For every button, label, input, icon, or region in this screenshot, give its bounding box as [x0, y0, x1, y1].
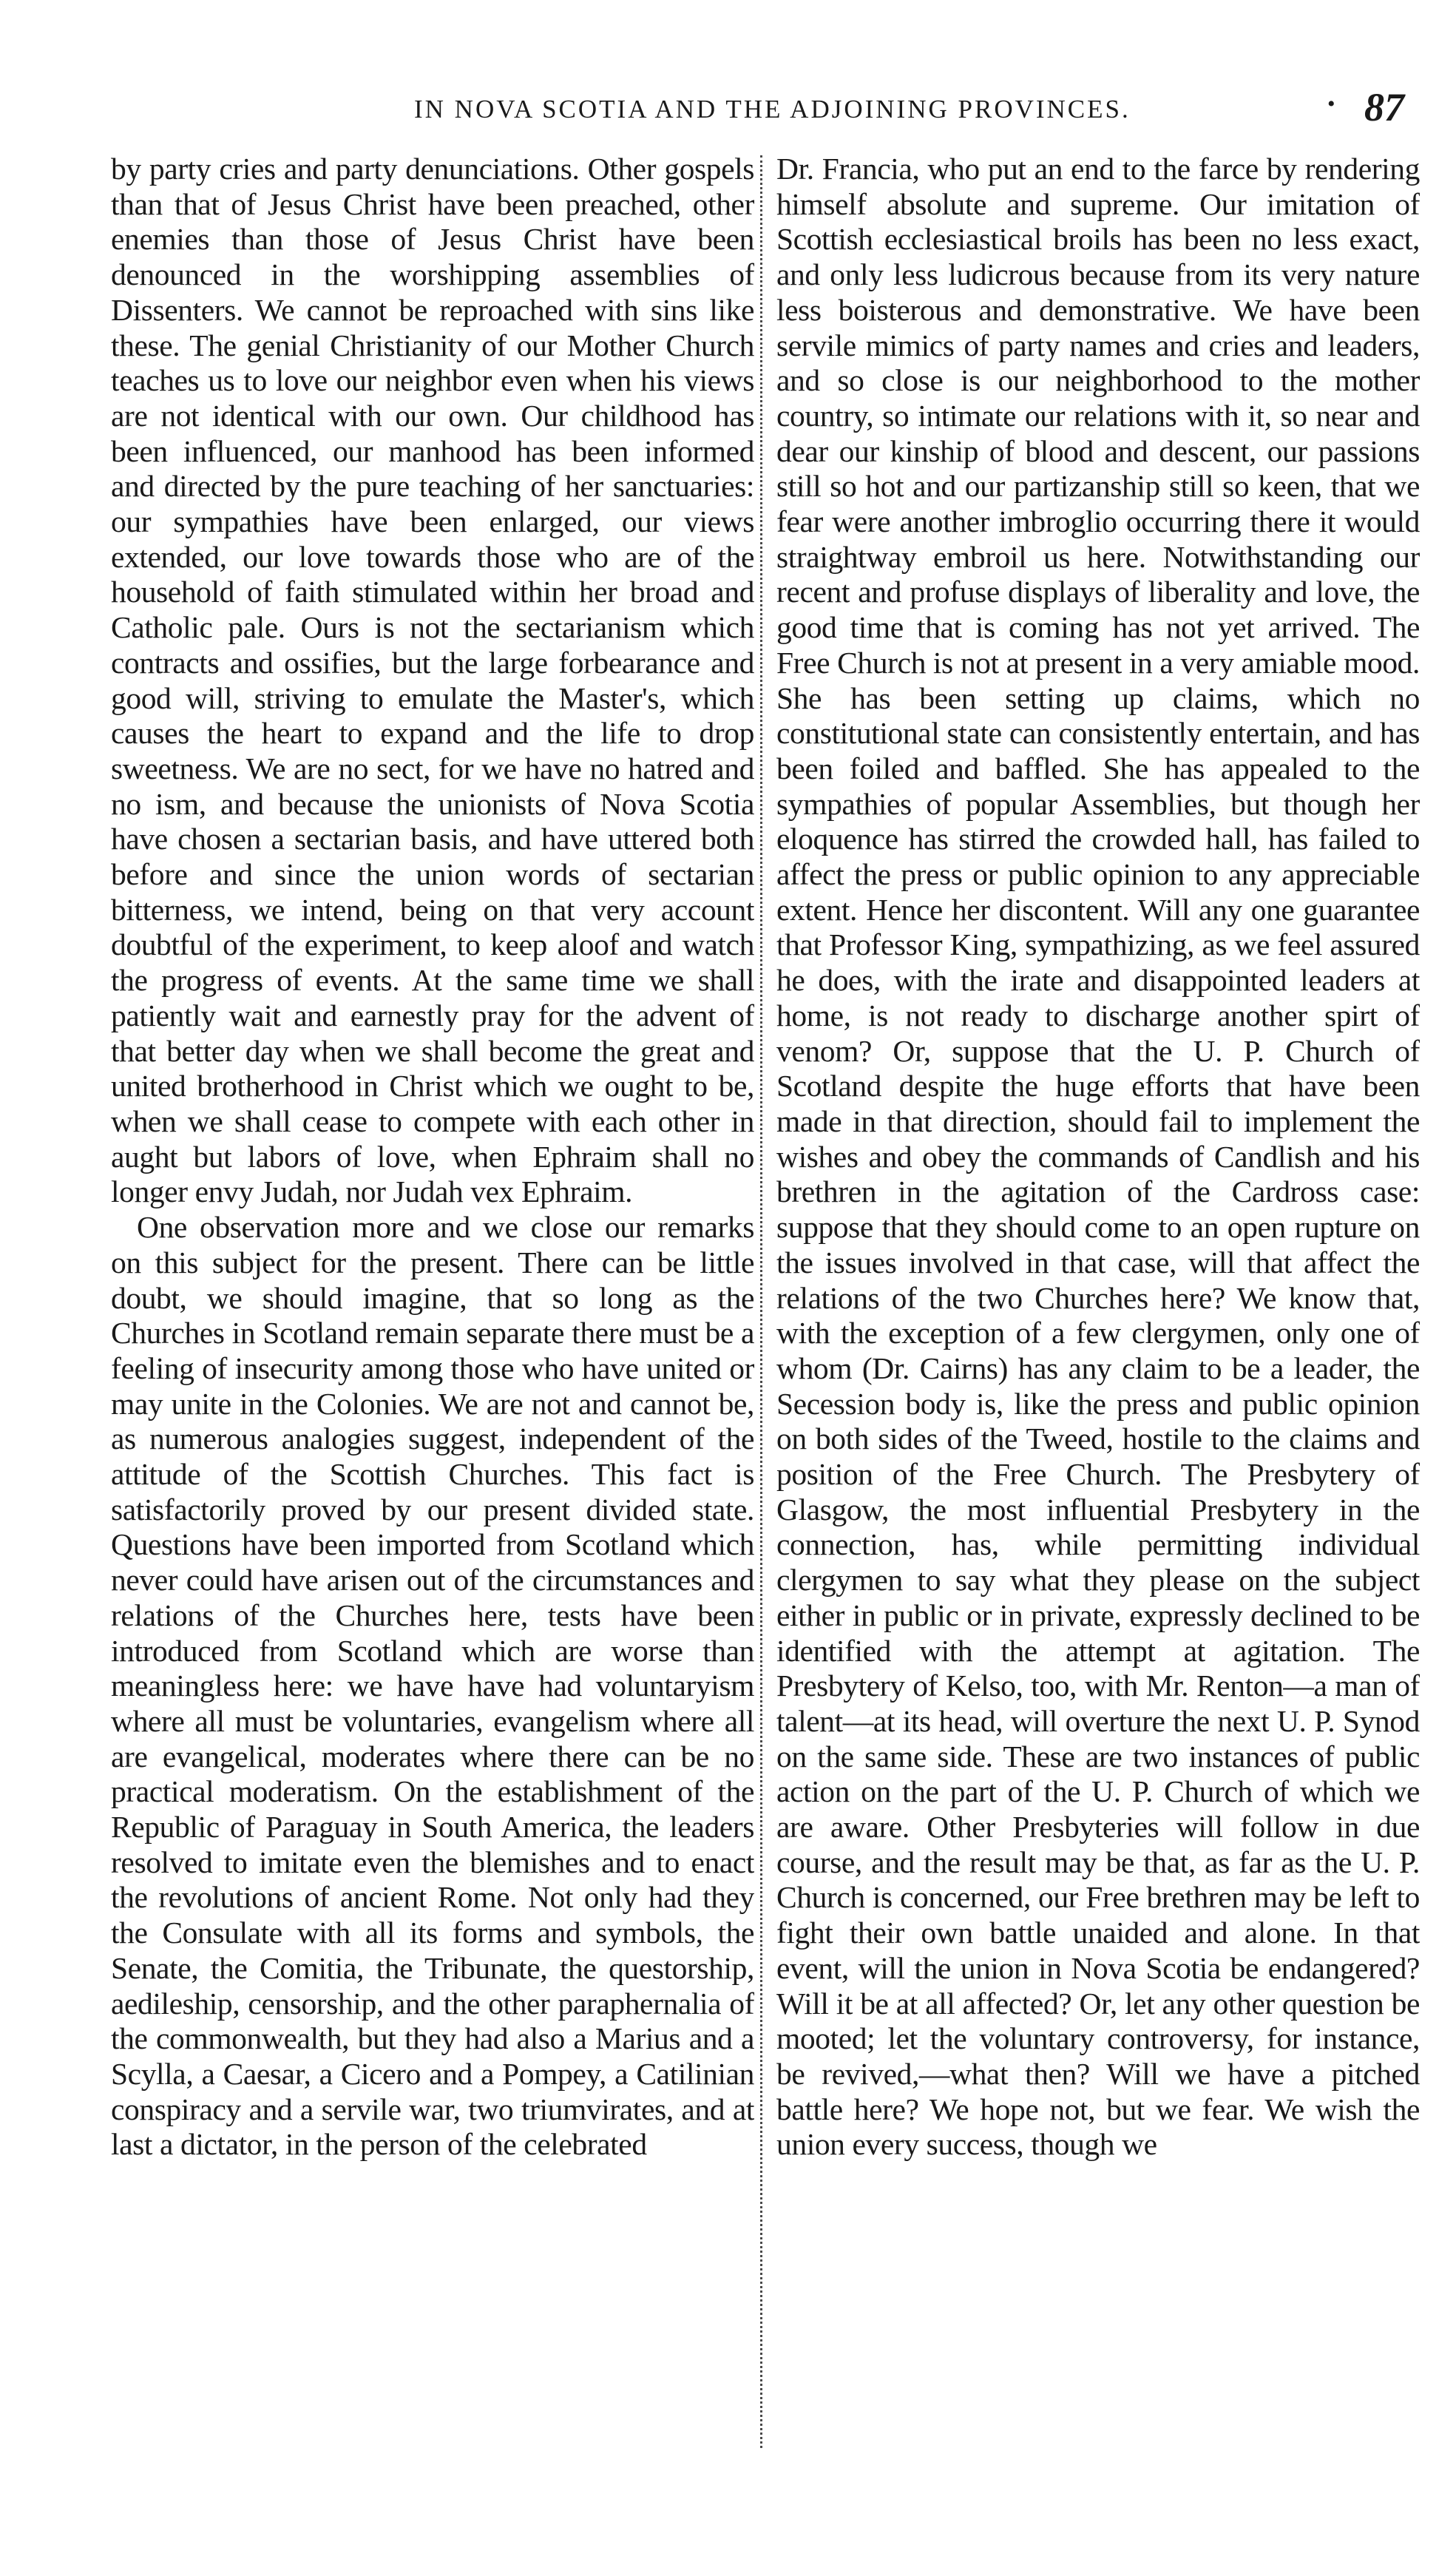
right-column: [776, 152, 1420, 2448]
column-rule: [760, 155, 762, 2448]
paragraph: One observation more and we close our remarks on this subject for the present. There can be little doubt, we should imagine, that so long as the Churches in Scotland remain separate there must be a feeling of insecurity among those who have united or may unite in the Colonies. We are not and cannot be, as numerous analogies suggest, independent of the attitude of the Scottish Churches. This fact is satisfactorily proved by our present divided state. Questions have been imported from Scotland which never could have arisen out of the circumstances and relations of the Churches here, tests have been introduced from Scotland which are worse than meaningless here: we have have had voluntaryism where all must be voluntaries, evangelism where all are evangelical, moderates where there can be no practical moderatism. On the establishment of the Republic of Paraguay in South America, the leaders resolved to imitate even the blemishes and to enact the revolutions of ancient Rome. Not only had they the Consulate with all its forms and symbols, the Senate, the Comitia, the Tribunate, the questorship, aedileship, censorship, and the other paraphernalia of the commonwealth, but they had also a Marius and a Scylla, a Caesar, a Cicero and a Pompey, a Catilinian conspiracy and a servile war, two triumvirates, and at last a dictator, in the person of the celebrated: [111, 1210, 754, 2162]
left-column: [111, 152, 754, 2448]
page-number: 87: [1364, 85, 1404, 129]
paragraph: by party cries and party denunciations. Other gospels than that of Jesus Christ have been preached, other enemies than those of Jesus Christ have been denounced in the worshipping assemblies of Dissenters. We cannot be reproached with sins like these. The genial Christianity of our Mother Church teaches us to love our neighbor even when his views are not identical with our own. Our childhood has been influenced, our manhood has been informed and directed by the pure teaching of her sanctuaries: our sympathies have been enlarged, our views extended, our love towards those who are of the household of faith stimulated within her broad and Catholic pale. Ours is not the sectarianism which contracts and ossifies, but the large forbearance and good will, striving to emulate the Master's, which causes the heart to expand and the life to drop sweetness. We are no sect, for we have no hatred and no ism, and because the unionists of Nova Scotia have chosen a sectarian basis, and have uttered both before and since the union words of sectarian bitterness, we intend, being on that very account doubtful of the experiment, to keep aloof and watch the progress of events. At the same time we shall patiently wait and earnestly pray for the advent of that better day when we shall become the great and united brotherhood in Christ which we ought to be, when we shall cease to compete with each other in aught but labors of love, when Ephraim shall no longer envy Judah, nor Judah vex Ephraim.: [111, 152, 754, 1209]
running-head: [111, 87, 1412, 139]
running-title: IN NOVA SCOTIA AND THE ADJOINING PROVINCES.: [414, 95, 1131, 124]
running-head-mark: •: [1327, 92, 1335, 116]
paragraph: Dr. Francia, who put an end to the farce by rendering himself absolute and supreme. Our imitation of Scottish ecclesiastical broils has been no less exact, and only less ludicrous because from its very nature less boisterous and demonstrative. We have been servile mimics of party names and cries and leaders, and so close is our neighborhood to the mother country, so intimate our relations with it, so near and dear our kinship of blood and descent, our passions still so hot and our partizanship still so keen, that we fear were another imbroglio occurring there it would straightway embroil us here. Notwithstanding our recent and profuse displays of liberality and love, the good time that is coming has not yet arrived. The Free Church is not at present in a very amiable mood. She has been setting up claims, which no constitutional state can consistently entertain, and has been foiled and baffled. She has appealed to the sympathies of popular Assemblies, but though her eloquence has stirred the crowded hall, has failed to affect the press or public opinion to any appreciable extent. Hence her discontent. Will any one guarantee that Professor King, sympathizing, as we feel assured he does, with the irate and disappointed leaders at home, is not ready to discharge another spirt of venom? Or, suppose that the U. P. Church of Scotland despite the huge efforts that have been made in that direction, should fail to implement the wishes and obey the commands of Candlish and his brethren in the agitation of the Cardross case: suppose that they should come to an open rupture on the issues involved in that case, will that affect the relations of the two Churches here? We know that, with the exception of a few clergymen, only one of whom (Dr. Cairns) has any claim to be a leader, the Secession body is, like the press and public opinion on both sides of the Tweed, hostile to the claims and position of the Free Church. The Presbytery of Glasgow, the most influential Presbytery in the connection, has, while permitting individual clergymen to say what they please on the subject either in public or in private, expressly declined to be identified with the attempt at agitation. The Presbytery of Kelso, too, with Mr. Renton—a man of talent—at its head, will overture the next U. P. Synod on the same side. These are two instances of public action on the part of the U. P. Church of which we are aware. Other Presbyteries will follow in due course, and the result may be that, as far as the U. P. Church is concerned, our Free brethren may be left to fight their own battle unaided and alone. In that event, will the union in Nova Scotia be endangered? Will it be at all affected? Or, let any other question be mooted; let the voluntary controversy, for instance, be revived,—what then? Will we have a pitched battle here? We hope not, but we fear. We wish the union every success, though we: [776, 152, 1420, 2162]
